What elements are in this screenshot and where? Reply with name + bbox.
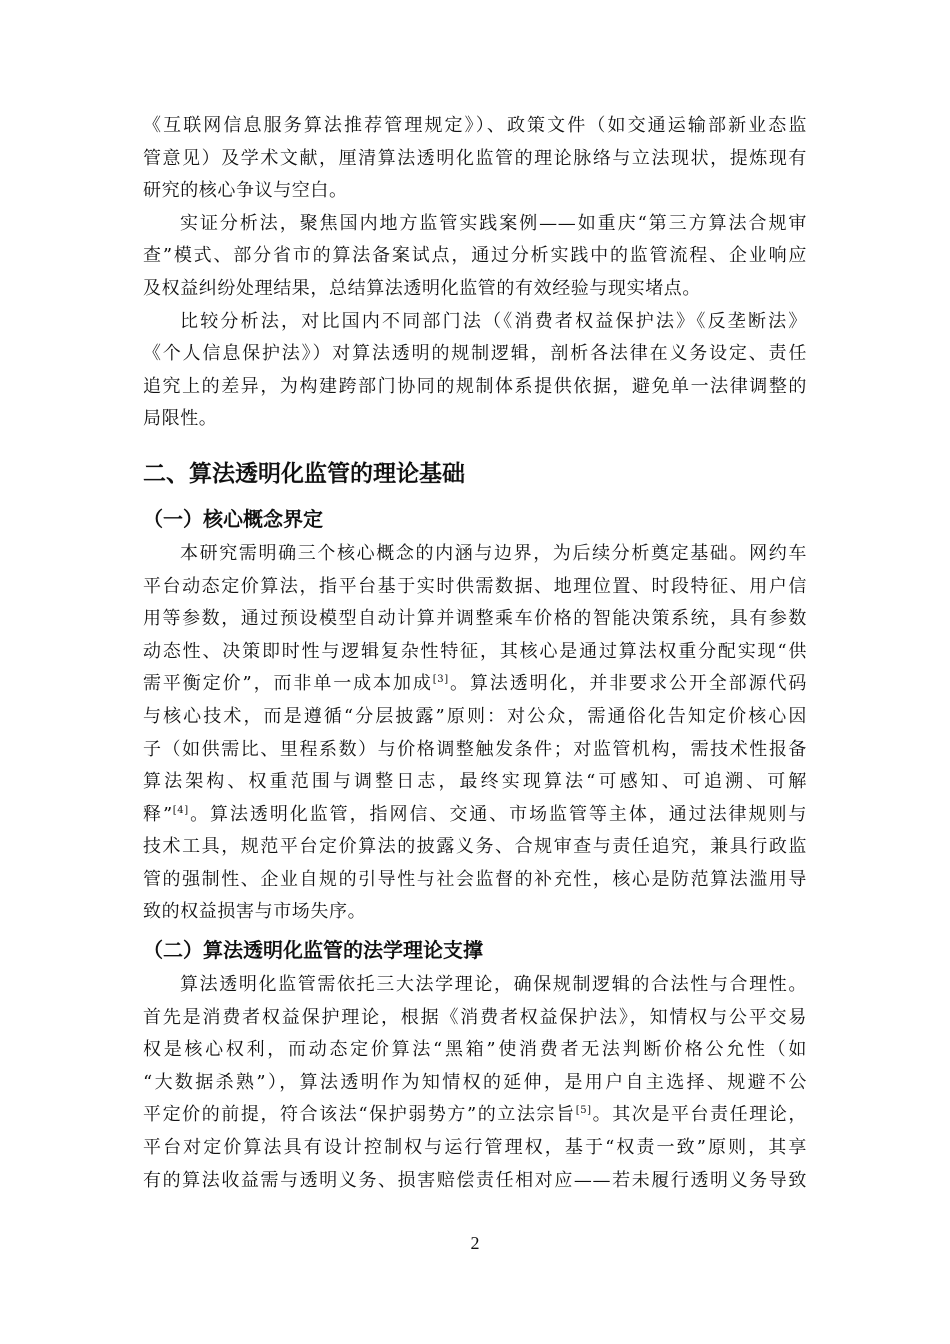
text-line: 动态性、决策即时性与逻辑复杂性特征，其核心是通过算法权重分配实现“供	[143, 640, 807, 662]
section-heading: 二、算法透明化监管的理论基础	[143, 460, 465, 487]
text-line: “大数据杀熟”），算法透明作为知情权的延伸，是用户自主选择、规避不公	[143, 1071, 807, 1093]
text-line: 算法透明化监管需依托三大法学理论，确保规制逻辑的合法性与合理性。	[180, 974, 807, 996]
text-span: 平定价的前提，符合该法“保护弱势方”的立法宗旨	[143, 1104, 576, 1126]
text-line: 有的算法收益需与透明义务、损害赔偿责任相对应——若未履行透明义务导致	[143, 1169, 807, 1191]
text-line: 权是核心权利，而动态定价算法“黑箱”使消费者无法判断价格公允性（如	[143, 1039, 807, 1061]
text-line: 技术工具，规范平台定价算法的披露义务、合规审查与责任追究，兼具行政监	[143, 836, 807, 858]
text-line: 算法架构、权重范围与调整日志，最终实现算法“可感知、可追溯、可解	[143, 771, 807, 793]
text-span: 需平衡定价”，而非单一成本加成	[143, 673, 433, 695]
text-span: 。算法透明化，并非要求公开全部源代码	[448, 673, 807, 695]
text-line: 及权益纠纷处理结果，总结算法透明化监管的有效经验与现实堵点。	[143, 277, 701, 299]
text-span: 。其次是平台责任理论，	[591, 1104, 808, 1126]
citation-mark: [3]	[432, 674, 449, 686]
text-line: 首先是消费者权益保护理论，根据《消费者权益保护法》，知情权与公平交易	[143, 1006, 807, 1028]
text-line: 比较分析法，对比国内不同部门法（《消费者权益保护法》《反垄断法》	[180, 310, 807, 332]
text-line: 管的强制性、企业自规的引导性与社会监督的补充性，核心是防范算法滥用导	[143, 868, 807, 890]
text-line: 平台对定价算法具有设计控制权与运行管理权，基于“权责一致”原则，其享	[143, 1137, 807, 1159]
page-body	[143, 110, 807, 1197]
text-line	[143, 668, 807, 701]
text-line: 用等参数，通过预设模型自动计算并调整乘车价格的智能决策系统，具有参数	[143, 608, 807, 630]
text-line: 研究的核心争议与空白。	[143, 180, 348, 202]
subsection-heading: （一）核心概念界定	[143, 506, 323, 531]
citation-mark: [4]	[172, 804, 189, 816]
text-line: 实证分析法，聚焦国内地方监管实践案例——如重庆“第三方算法合规审	[180, 212, 807, 234]
text-line: 平台动态定价算法，指平台基于实时供需数据、地理位置、时段特征、用户信	[143, 575, 807, 597]
text-span: 释”	[143, 803, 173, 825]
text-span: 。算法透明化监管，指网信、交通、市场监管等主体，通过法律规则与	[188, 803, 807, 825]
text-line: 查”模式、部分省市的算法备案试点，通过分析实践中的监管流程、企业响应	[143, 245, 807, 267]
text-line	[143, 1099, 807, 1132]
page-number: 2	[470, 1233, 480, 1253]
text-line: 《互联网信息服务算法推荐管理规定》）、政策文件（如交通运输部新业态监	[143, 115, 807, 136]
text-line: 局限性。	[143, 408, 218, 430]
text-line: 《个人信息保护法》）对算法透明的规制逻辑，剖析各法律在义务设定、责任	[143, 343, 807, 365]
text-line: 子（如供需比、里程系数）与价格调整触发条件；对监管机构，需技术性报备	[143, 738, 807, 760]
text-line: 与核心技术，而是遵循“分层披露”原则：对公众，需通俗化告知定价核心因	[143, 705, 807, 727]
subsection-heading: （二）算法透明化监管的法学理论支撑	[143, 938, 483, 963]
text-line: 本研究需明确三个核心概念的内涵与边界，为后续分析奠定基础。网约车	[180, 542, 807, 564]
text-line	[143, 799, 807, 832]
citation-mark: [5]	[575, 1105, 592, 1117]
text-line: 追究上的差异，为构建跨部门协同的规制体系提供依据，避免单一法律调整的	[143, 375, 807, 397]
text-line: 管意见）及学术文献，厘清算法透明化监管的理论脉络与立法现状，提炼现有	[143, 147, 807, 169]
text-line: 致的权益损害与市场失序。	[143, 901, 367, 923]
